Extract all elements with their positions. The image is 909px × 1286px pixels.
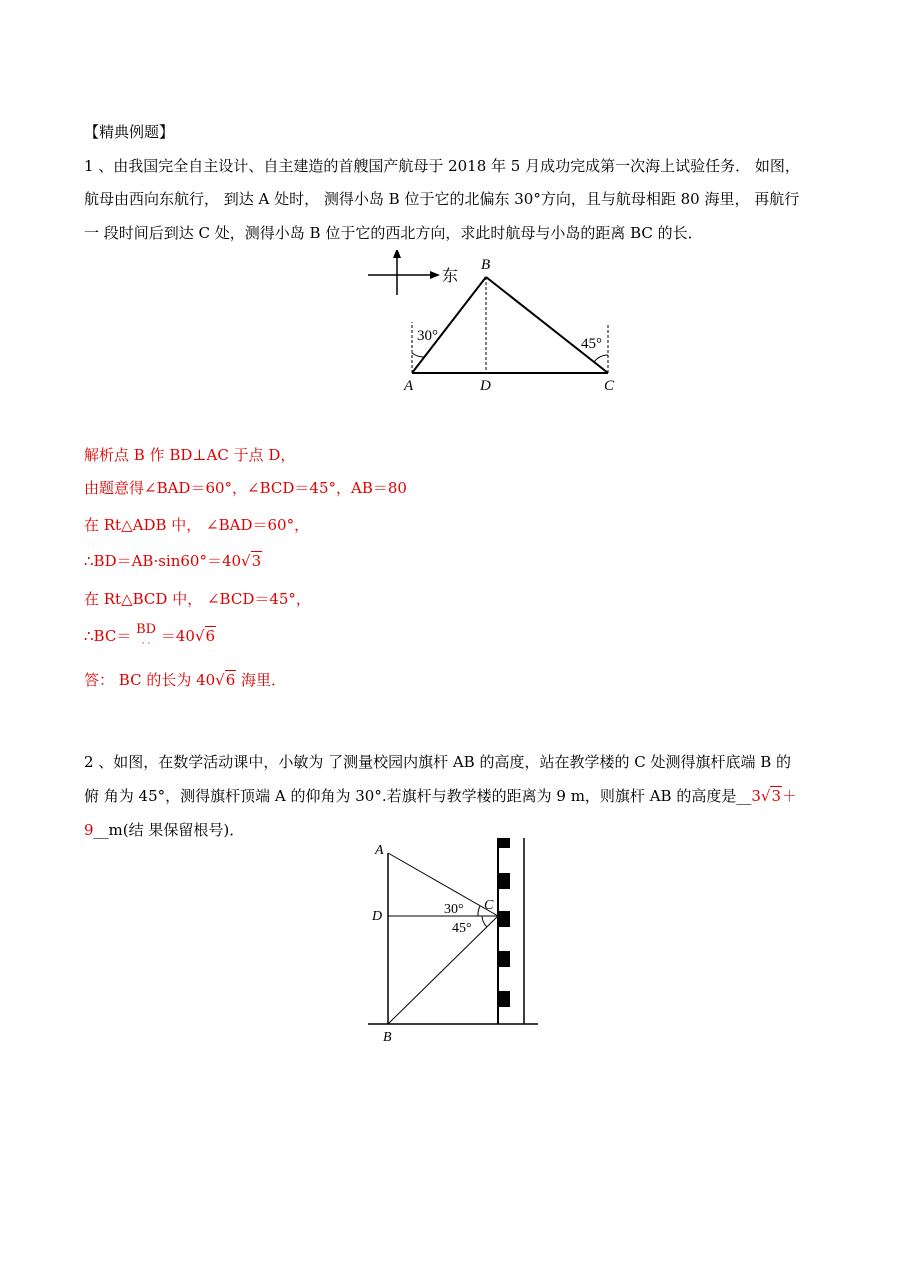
- section-header: 【精典例题】: [84, 123, 175, 141]
- solution1-answer-text: 答： BC 的长为 40: [84, 671, 216, 689]
- answer-radicand: 3: [771, 787, 781, 805]
- angle-arc-A: [412, 353, 424, 357]
- answer-coefficient: 3: [751, 787, 761, 805]
- sqrt-sign-icon: √: [241, 552, 251, 570]
- solution1-answer-unit: 海里．: [236, 671, 287, 689]
- segment-BC: [486, 277, 608, 373]
- sight-line-CA: [388, 853, 498, 916]
- fraction-numerator: BD: [136, 622, 157, 637]
- solution1-step5: 在 Rt△BCD 中， ∠BCD＝45°，: [84, 590, 311, 608]
- east-label: 东: [442, 268, 459, 285]
- angle-label-30: 30°: [417, 328, 438, 344]
- problem1-line3: 一 段时间后到达 C 处，测得小岛 B 位于它的西北方向，求此时航母与小岛的距离 BC 的长．: [84, 224, 703, 242]
- answer-constant: 9: [84, 821, 94, 839]
- solution1-step4-text: ∴BD＝AB·sin60°＝40: [84, 552, 242, 570]
- angle-arc-up: [478, 906, 480, 916]
- sight-line-CB: [388, 916, 498, 1024]
- problem2-line3-text: __m(结 果保留根号)．: [93, 821, 245, 839]
- solution1-step6: [84, 622, 216, 651]
- solution1-step4: [84, 551, 262, 571]
- solution1-step3: 在 Rt△ADB 中， ∠BAD＝60°，: [84, 516, 310, 534]
- solution1-answer-radicand: 6: [225, 671, 236, 689]
- point-label-C2: C: [484, 898, 494, 913]
- solution1-step2: 由题意得∠BAD＝60°，∠BCD＝45°，AB＝80: [84, 479, 407, 497]
- segment-AB: [412, 277, 486, 373]
- angle-label-45-2: 45°: [452, 921, 472, 936]
- point-label-B: B: [481, 257, 491, 273]
- problem2-line3: [84, 820, 244, 840]
- window-blocks: [498, 838, 510, 1007]
- answer-plus: ＋: [781, 787, 797, 805]
- problem2-line1: 2 、如图，在数学活动课中，小敏为 了测量校园内旗杆 AB 的高度，站在教学楼的 C 处测得旗杆底端 B 的: [84, 753, 792, 771]
- point-label-C: C: [604, 378, 615, 394]
- point-label-D: D: [480, 378, 491, 394]
- figure-2: [360, 836, 545, 1048]
- problem1-line2: 航母由西向东航行， 到达 A 处时， 测得小岛 B 位于它的北偏东 30°方向，且与航母相距 80 海里， 再航行: [84, 190, 800, 208]
- solution1-step4-radicand: 3: [251, 552, 262, 570]
- sqrt-sign-icon: √: [194, 627, 205, 645]
- fraction: [136, 623, 156, 651]
- sqrt-sign-icon: √: [215, 671, 225, 689]
- angle-label-30-2: 30°: [444, 902, 464, 917]
- fraction-denominator: · ·: [141, 639, 151, 649]
- point-label-D2: D: [372, 909, 383, 924]
- solution1-step6-radicand: 6: [205, 627, 216, 645]
- solution1-step6-text: ∴BC＝: [84, 627, 132, 645]
- point-label-A2: A: [375, 843, 384, 858]
- sqrt-sign-icon: √: [760, 787, 771, 805]
- point-label-A: A: [404, 378, 414, 394]
- problem2-line2-text: 俯 角为 45°，测得旗杆顶端 A 的仰角为 30°.若旗杆与教学楼的距离为 9 m，则旗杆 AB 的高度是__: [84, 787, 752, 805]
- angle-label-45: 45°: [581, 336, 602, 352]
- point-label-B2: B: [383, 1030, 392, 1045]
- solution1-step1: 解析点 B 作 BD⊥AC 于点 D，: [84, 446, 296, 464]
- figure-1: [360, 250, 630, 395]
- problem2-line2: [84, 786, 797, 806]
- angle-arc-C: [594, 355, 608, 362]
- problem1-line1: 1 、由我国完全自主设计、自主建造的首艘国产航母于 2018 年 5 月成功完成第一次海上试验任务． 如图，: [84, 157, 800, 175]
- solution1-step6-eq: ＝40: [160, 627, 195, 645]
- compass-icon: [368, 250, 440, 295]
- angle-arc-down: [482, 916, 487, 927]
- solution1-answer: [84, 670, 286, 690]
